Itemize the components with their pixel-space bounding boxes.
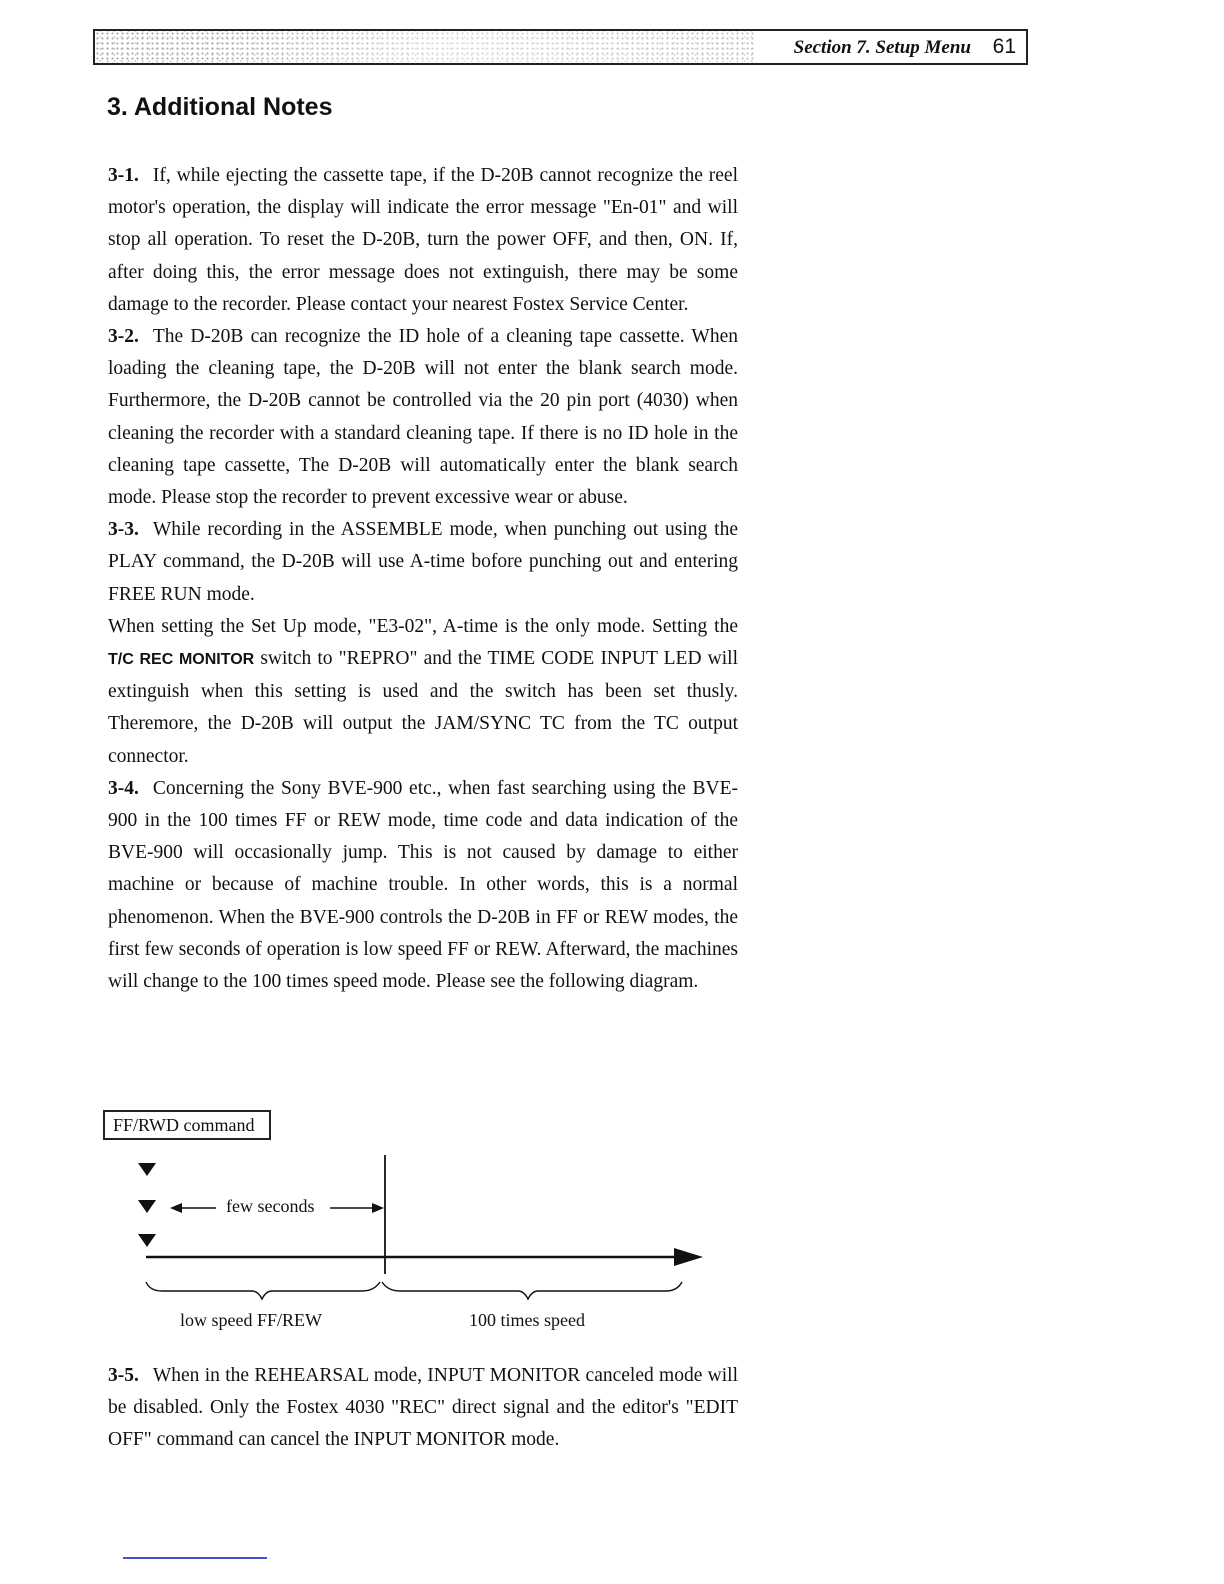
note-text: Concerning the Sony BVE-900 etc., when fast searching using the BVE-900 in the 100 times FF or REW mode, time code and data indication of the BVE-900 will occasionally jump. This is not caused by damage to either machine or because of machine trouble. In other words, this is a normal phenomenon. When the BVE-900 controls the D-20B in FF or REW modes, the first few seconds of operation is low speed FF or REW. Afterward, the machines will change to the 100 times speed mode. Please see the following diagram. — [108, 777, 738, 993]
note-number: 3-1. — [108, 165, 139, 186]
high-speed-label: 100 times speed — [469, 1310, 585, 1330]
ff-rwd-command-box: FF/RWD command — [103, 1110, 271, 1140]
high-speed-brace — [382, 1282, 682, 1299]
note-text: If, while ejecting the cassette tape, if the D-20B cannot recognize the reel motor's operation, the display will indicate the error message "En-01" and will stop all operation. To reset the D-20B, turn the power OFF, and then, ON. If, after doing this, the error message does not extinguish, there may be some damage to the recorder. Please contact your nearest Fostex Service Center. — [108, 165, 738, 315]
note-text: When in the REHEARSAL mode, INPUT MONITOR canceled mode will be disabled. Only the Fostex 4030 "REC" direct signal and the editor's "EDIT OFF" command can cancel the INPUT MONITOR mode. — [108, 1365, 738, 1451]
note-number: 3-5. — [108, 1365, 139, 1386]
note-number: 3-3. — [108, 519, 139, 541]
few-seconds-left-arrowhead-icon — [170, 1203, 182, 1213]
note-number: 3-4. — [108, 777, 139, 799]
note-text-before: When setting the Set Up mode, "E3-02", A-time is the only mode. Setting the — [108, 615, 738, 637]
note-3-5 — [108, 1360, 738, 1457]
page-number: 61 — [992, 35, 1016, 58]
section-title: 3. Additional Notes — [107, 93, 333, 121]
note-text: The D-20B can recognize the ID hole of a cleaning tape cassette. When loading the cleaning tape, the D-20B will not enter the blank search mode. Furthermore, the D-20B cannot be controlled via the 20 pin port (4030) when cleaning the recorder with a standard cleaning tape. If there is no ID hole in the cleaning tape cassette, The D-20B will automatically enter the blank search mode. Please stop the recorder to prevent excessive wear or abuse. — [108, 326, 738, 509]
switch-name: T/C REC MONITOR — [108, 651, 255, 669]
footer-rule — [123, 1557, 267, 1559]
note-text: While recording in the ASSEMBLE mode, when punching out using the PLAY command, the D-20B will use A-time bofore punching out and entering FREE RUN mode. — [108, 519, 738, 605]
note-number: 3-2. — [108, 326, 139, 348]
header-section-title: Section 7. Setup Menu — [793, 37, 971, 58]
note-text-after: switch to "REPRO" and the TIME CODE INPUT LED will extinguish when this setting is used and the switch has been set thusly. Theremore, the D-20B will output the JAM/SYNC TC from the TC output connector. — [108, 648, 738, 767]
timeline-arrowhead-icon — [674, 1248, 703, 1266]
few-seconds-right-arrowhead-icon — [372, 1203, 384, 1213]
low-speed-brace — [146, 1282, 380, 1299]
few-seconds-label: few seconds — [226, 1196, 315, 1216]
low-speed-label: low speed FF/REW — [180, 1310, 322, 1330]
